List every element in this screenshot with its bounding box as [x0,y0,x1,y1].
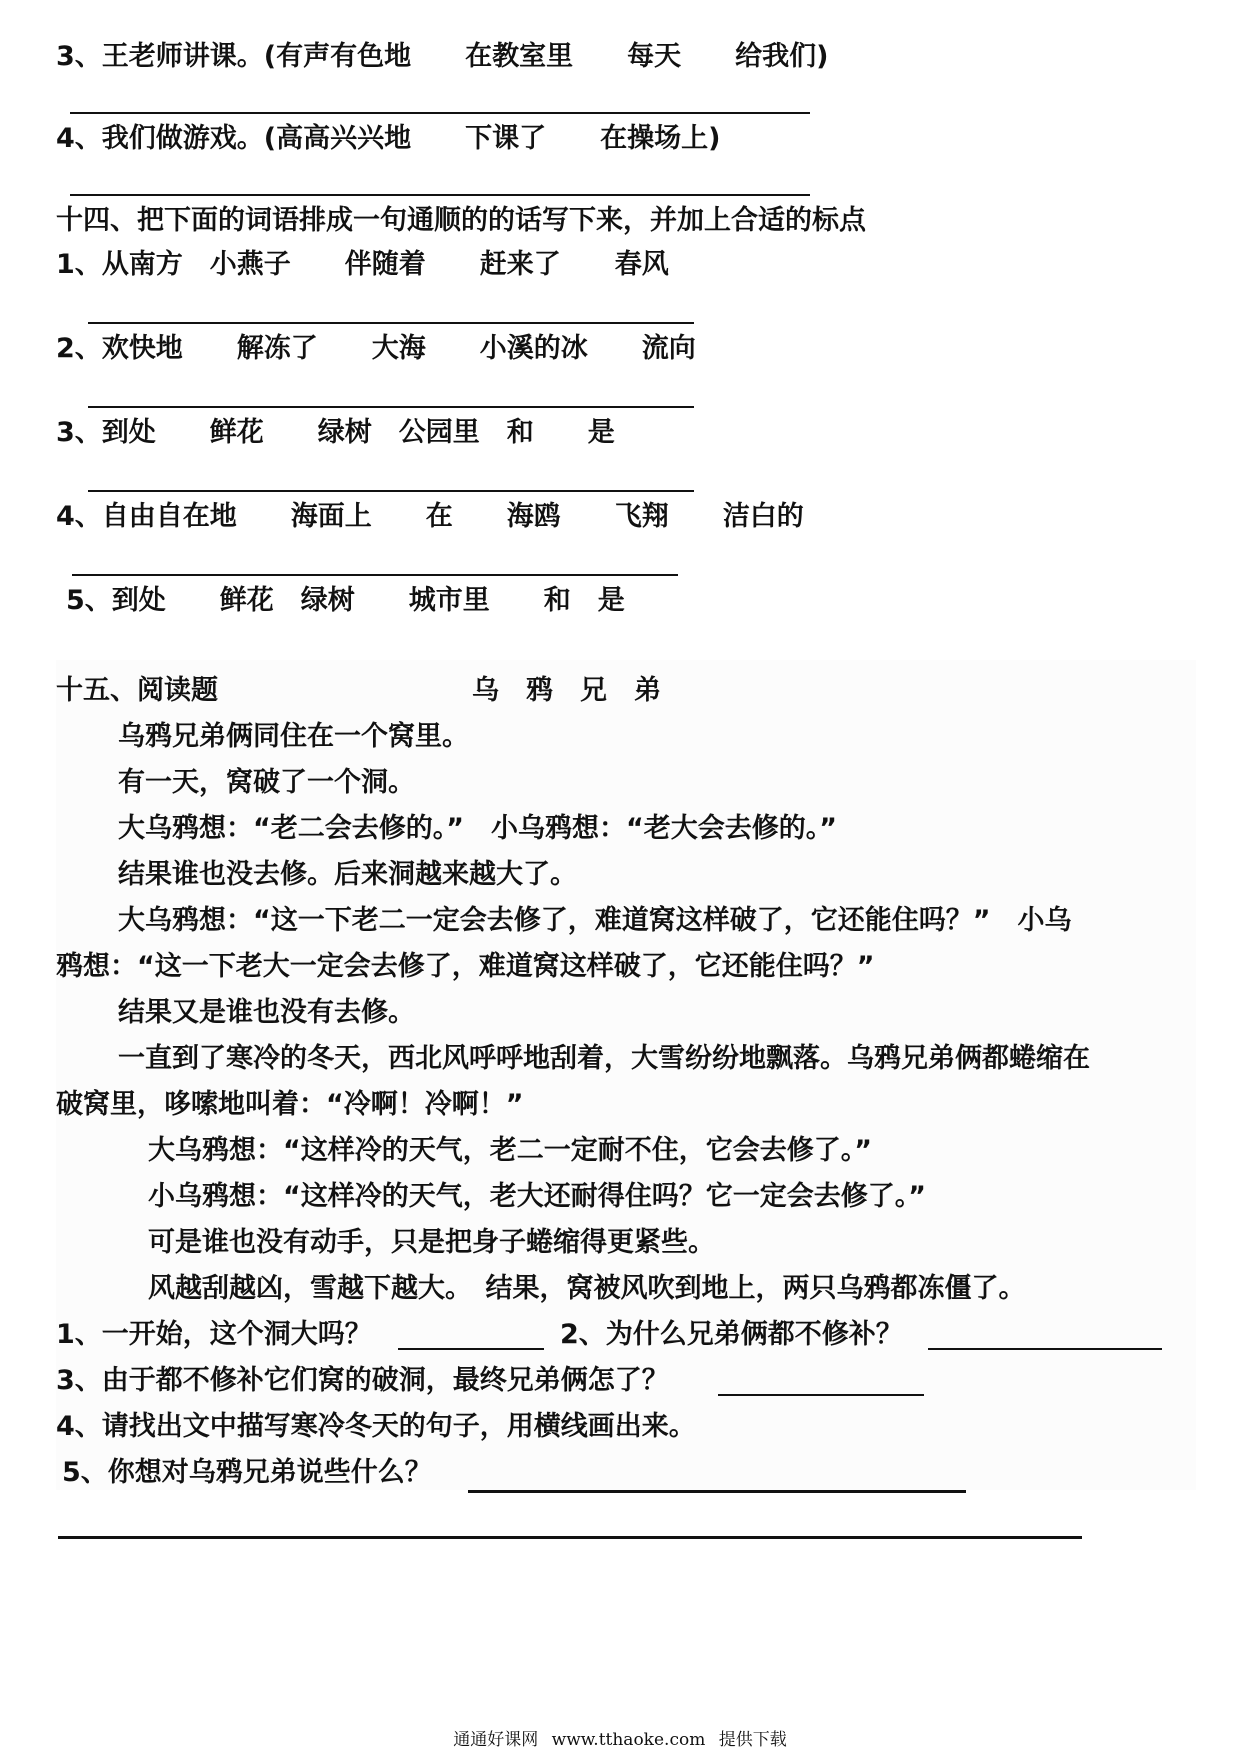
footer [0,1725,1240,1750]
s15-q5-answer-line[interactable] [468,1490,966,1493]
story-p3: 大乌鸦想：“老二会去修的。” 小乌鸦想：“老大会去修的。” [118,813,837,844]
s15-q3-answer-line[interactable] [718,1394,924,1396]
s15-q2: 2、为什么兄弟俩都不修补？ [560,1319,903,1350]
s15-q2-answer-line[interactable] [928,1348,1162,1350]
s15-q1: 1、一开始，这个洞大吗？ [56,1319,372,1350]
s13-q3: 3、王老师讲课。(有声有色地 在教室里 每天 给我们) [56,41,829,72]
story-p8: 大乌鸦想：“这样冷的天气，老二一定耐不住，它会去修了。” [148,1135,872,1166]
s15-q5: 5、你想对乌鸦兄弟说些什么？ [62,1457,432,1488]
story-p10: 可是谁也没有动手，只是把身子蜷缩得更紧些。 [148,1227,715,1258]
s13-q4-answer-line[interactable] [70,194,810,196]
s14-q4-answer-line[interactable] [72,574,678,576]
footer-suffix: 提供下载 [718,1730,787,1750]
s13-q4: 4、我们做游戏。(高高兴兴地 下课了 在操场上) [56,123,721,154]
s14-q3-answer-line[interactable] [88,490,694,492]
s14-title: 十四、把下面的词语排成一句通顺的的话写下来，并加上合适的标点 [56,205,866,236]
story-p5a: 大乌鸦想：“这一下老二一定会去修了，难道窝这样破了，它还能住吗？” 小乌 [118,905,1072,936]
footer-site-name: 通通好课网 [453,1730,539,1750]
s14-q4: 4、自由自在地 海面上 在 海鸥 飞翔 洁白的 [56,501,804,532]
s14-q1: 1、从南方 小燕子 伴随着 赶来了 春风 [56,249,669,280]
s15-q4: 4、请找出文中描写寒冷冬天的句子，用横线画出来。 [56,1411,696,1442]
s15-q5-answer-line-2[interactable] [58,1536,1082,1539]
footer-url[interactable]: www.tthaoke.com [551,1730,706,1750]
s14-q2-answer-line[interactable] [88,406,694,408]
s15-q1-answer-line[interactable] [398,1348,544,1350]
story-p5b: 鸦想：“这一下老大一定会去修了，难道窝这样破了，它还能住吗？” [56,951,875,982]
story-title: 乌 鸦 兄 弟 [472,675,661,706]
s13-q3-answer-line[interactable] [70,112,810,114]
story-p7b: 破窝里，哆嗦地叫着：“冷啊！冷啊！” [56,1089,524,1120]
s14-q3: 3、到处 鲜花 绿树 公园里 和 是 [56,417,615,448]
s15-q3: 3、由于都不修补它们窝的破洞，最终兄弟俩怎了？ [56,1365,669,1396]
s14-q5: 5、到处 鲜花 绿树 城市里 和 是 [66,585,625,616]
story-p11: 风越刮越凶，雪越下越大。 结果，窝被风吹到地上，两只乌鸦都冻僵了。 [148,1273,1026,1304]
s15-title: 十五、阅读题 [56,675,218,706]
story-p2: 有一天，窝破了一个洞。 [118,767,415,798]
s14-q2: 2、欢快地 解冻了 大海 小溪的冰 流向 [56,333,696,364]
story-p6: 结果又是谁也没有去修。 [118,997,415,1028]
s14-q1-answer-line[interactable] [88,322,694,324]
story-p4: 结果谁也没去修。后来洞越来越大了。 [118,859,577,890]
story-p7a: 一直到了寒冷的冬天，西北风呼呼地刮着，大雪纷纷地飘落。乌鸦兄弟俩都蜷缩在 [118,1043,1090,1074]
story-p9: 小乌鸦想：“这样冷的天气，老大还耐得住吗？它一定会去修了。” [148,1181,926,1212]
story-p1: 乌鸦兄弟俩同住在一个窝里。 [118,721,469,752]
